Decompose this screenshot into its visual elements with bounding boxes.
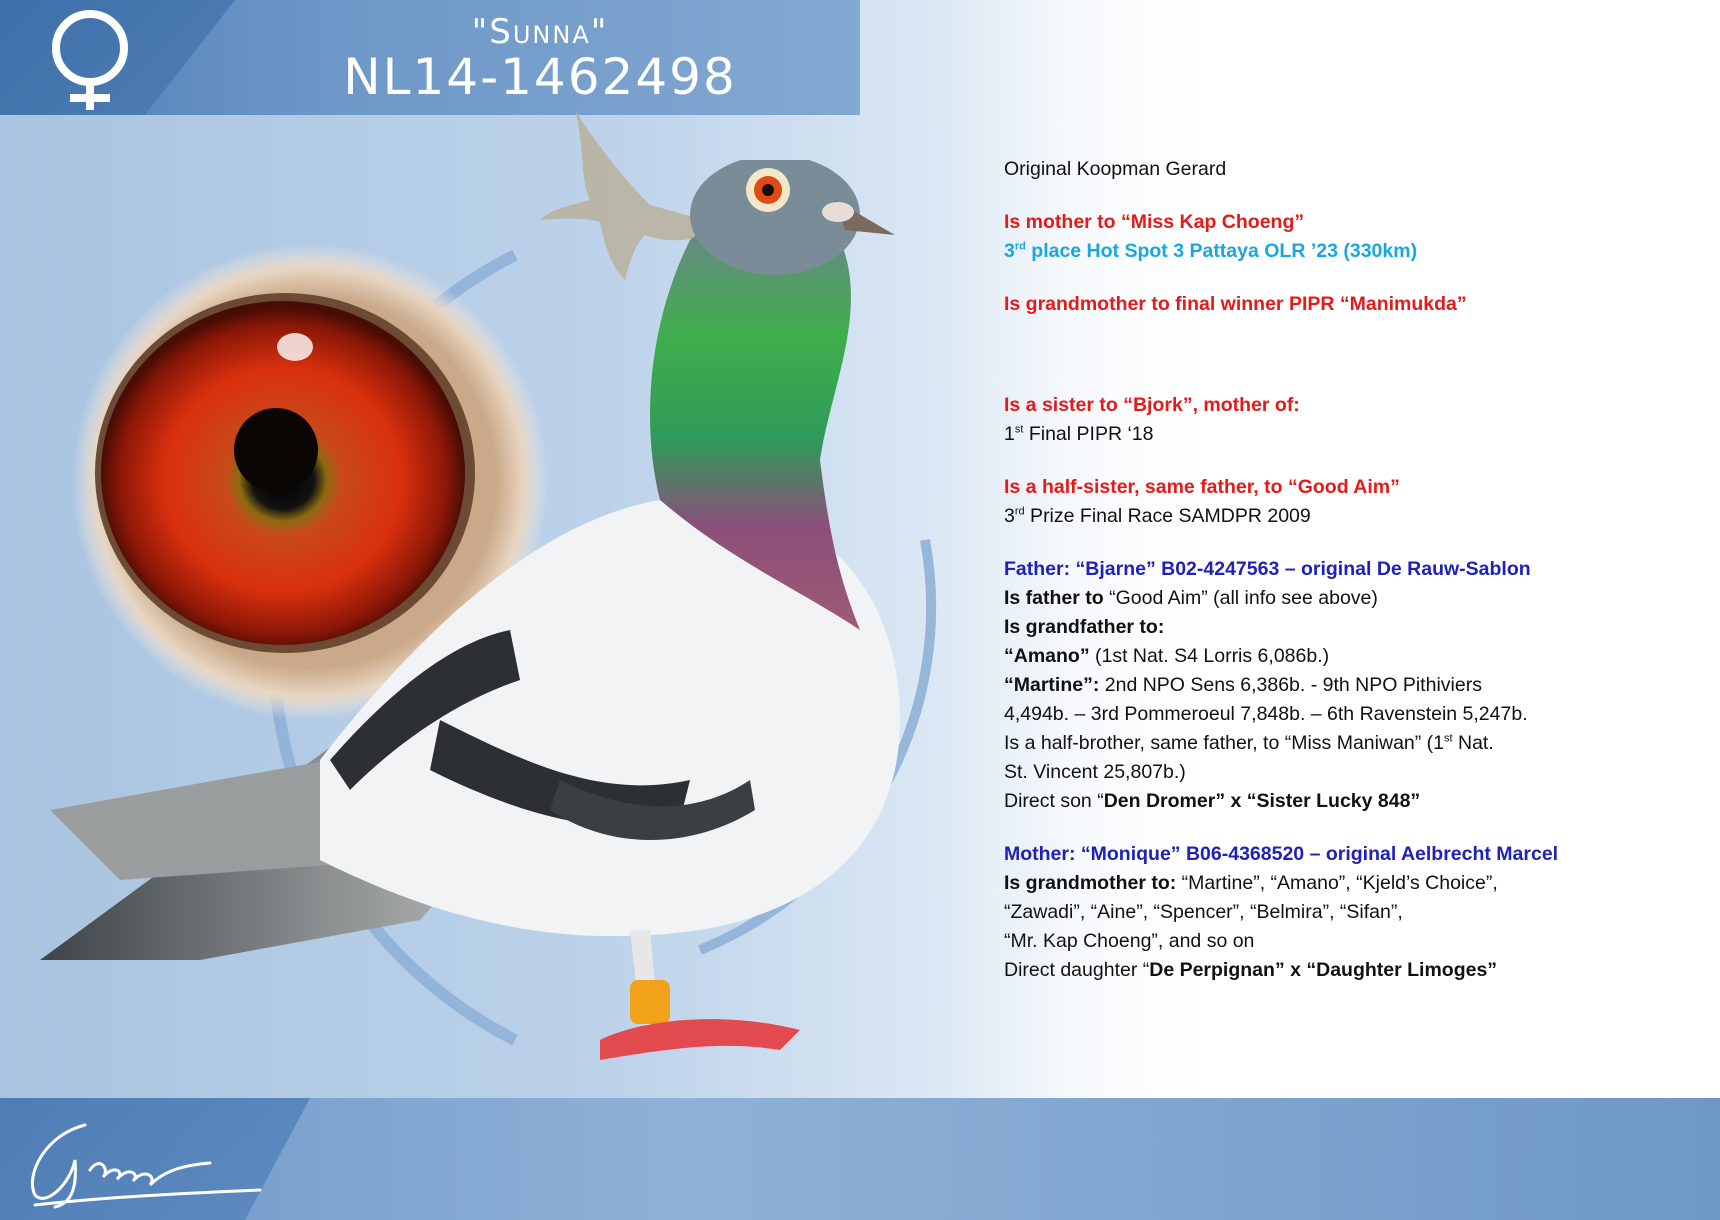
blue-bar-pigeon-photo: [40, 160, 990, 1150]
female-symbol-icon: [40, 6, 140, 110]
mother-gm-line: Is grandmother to: “Martine”, “Amano”, “Kjeld’s Choice”,: [1004, 872, 1498, 894]
father-title: Father: “Bjarne” B02-4247563 – original De Rauw-Sablon: [1004, 558, 1531, 580]
koopman-signature: [15, 1115, 275, 1210]
goodaim-result: 3rd Prize Final Race SAMDPR 2009: [1004, 505, 1311, 527]
pedigree-info: [1004, 155, 1704, 985]
pigeon-name: "Sunna": [471, 12, 609, 52]
ring-number: NL14-1462498: [343, 48, 737, 106]
grandmother-final-text: Is grandmother to final winner PIPR “Manimukda”: [1004, 293, 1467, 315]
martine-line-2: 4,494b. – 3rd Pommeroeul 7,848b. – 6th Ravenstein 5,247b.: [1004, 703, 1528, 725]
mother-to-text: Is mother to “Miss Kap Choeng”: [1004, 211, 1305, 233]
half-sister-text: Is a half-sister, same father, to “Good Aim”: [1004, 476, 1400, 498]
stvincent-line: St. Vincent 25,807b.): [1004, 761, 1186, 783]
bjork-result: 1st Final PIPR ‘18: [1004, 423, 1154, 445]
amano-line: “Amano” (1st Nat. S4 Lorris 6,086b.): [1004, 645, 1330, 667]
sister-bjork-text: Is a sister to “Bjork”, mother of:: [1004, 394, 1300, 416]
mother-gm-line-2: “Zawadi”, “Aine”, “Spencer”, “Belmira”, “Sifan”,: [1004, 901, 1403, 923]
grandfather-label: Is grandfather to:: [1004, 616, 1165, 638]
origin-text: Original Koopman Gerard: [1004, 158, 1227, 180]
mother-title: Mother: “Monique” B06-4368520 – original Aelbrecht Marcel: [1004, 843, 1559, 865]
father-direct-line: Direct son “Den Dromer” x “Sister Lucky 848”: [1004, 790, 1421, 812]
hotspot-result: 3rd place Hot Spot 3 Pattaya OLR ’23 (330km): [1004, 240, 1418, 262]
mother-direct-line: Direct daughter “De Perpignan” x “Daughter Limoges”: [1004, 959, 1498, 981]
martine-line: “Martine”: 2nd NPO Sens 6,386b. - 9th NPO Pithiviers: [1004, 674, 1482, 696]
father-is-line: Is father to “Good Aim” (all info see above): [1004, 587, 1378, 609]
mother-gm-line-3: “Mr. Kap Choeng”, and so on: [1004, 930, 1255, 952]
half-brother-line: Is a half-brother, same father, to “Miss Maniwan” (1st Nat.: [1004, 732, 1494, 754]
